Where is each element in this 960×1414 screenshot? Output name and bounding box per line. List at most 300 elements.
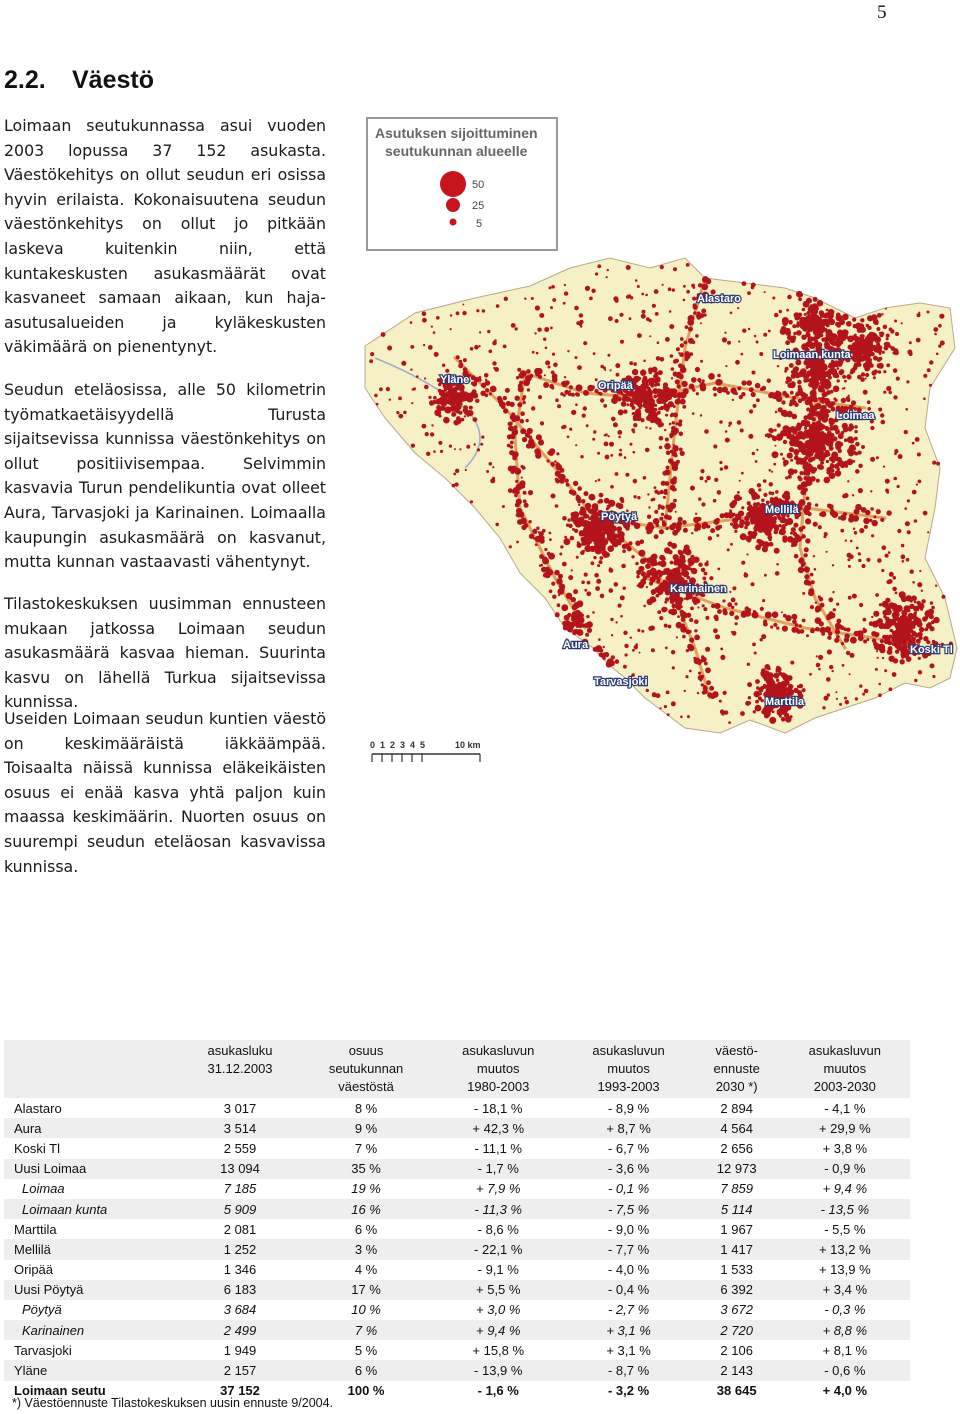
settlement-dot — [633, 495, 636, 498]
settlement-dot — [430, 432, 434, 436]
settlement-dot — [778, 672, 782, 676]
settlement-dot — [669, 324, 674, 329]
settlement-dot — [479, 345, 481, 347]
settlement-dot — [781, 717, 786, 722]
settlement-dot — [917, 620, 920, 623]
settlement-dot — [793, 367, 799, 373]
settlement-dot — [517, 368, 521, 372]
settlement-dot — [379, 387, 383, 391]
settlement-dot — [680, 343, 684, 347]
settlement-dot — [603, 541, 608, 546]
settlement-dot — [800, 392, 804, 396]
settlement-dot — [737, 307, 739, 309]
settlement-dot — [674, 611, 677, 614]
settlement-dot — [665, 481, 670, 486]
settlement-dot — [649, 401, 656, 408]
settlement-dot — [838, 370, 843, 375]
settlement-dot — [659, 574, 662, 577]
settlement-dot — [562, 621, 567, 626]
settlement-dot — [758, 488, 761, 491]
settlement-dot — [760, 508, 764, 512]
settlement-dot — [763, 333, 767, 337]
settlement-dot — [709, 686, 714, 691]
settlement-dot — [844, 380, 847, 383]
settlement-dot — [901, 646, 904, 649]
settlement-dot — [816, 334, 821, 339]
settlement-dot — [919, 627, 924, 632]
settlement-dot — [524, 503, 529, 508]
settlement-dot — [669, 310, 672, 313]
settlement-dot — [762, 599, 765, 602]
settlement-dot — [512, 453, 518, 459]
settlement-dot — [906, 558, 910, 562]
settlement-dot — [615, 472, 619, 476]
settlement-dot — [628, 541, 632, 545]
settlement-dot — [557, 404, 561, 408]
settlement-dot — [538, 395, 542, 399]
settlement-dot — [654, 289, 659, 294]
settlement-dot — [716, 534, 719, 537]
row-change-2003-2030: + 3,8 % — [822, 1140, 868, 1156]
settlement-dot — [755, 705, 762, 712]
row-forecast-2030: 2 143 — [694, 1360, 780, 1380]
row-municipality: Loimaa — [22, 1181, 65, 1197]
settlement-dot — [623, 409, 627, 413]
section-number: 2.2. — [4, 66, 46, 94]
settlement-dot — [751, 392, 756, 397]
settlement-dot — [732, 586, 736, 590]
settlement-dot — [662, 522, 667, 527]
row-change-1980-2003: - 11,3 % — [433, 1199, 563, 1219]
settlement-dot — [796, 330, 802, 336]
settlement-dot — [598, 525, 601, 528]
settlement-dot — [811, 311, 814, 314]
settlement-dot — [901, 610, 907, 616]
settlement-dot — [754, 335, 757, 338]
settlement-dot — [596, 520, 598, 522]
settlement-dot — [659, 529, 664, 534]
settlement-dot — [828, 410, 831, 413]
settlement-dot — [556, 452, 559, 455]
settlement-dot — [895, 643, 902, 650]
settlement-dot — [892, 612, 899, 619]
settlement-dot — [682, 568, 685, 571]
settlement-dot — [450, 328, 452, 330]
settlement-dot — [805, 538, 810, 543]
settlement-dot — [785, 367, 789, 371]
settlement-dot — [697, 311, 701, 315]
settlement-dot — [821, 632, 825, 636]
settlement-dot — [497, 396, 502, 401]
settlement-dot — [799, 536, 803, 540]
settlement-dot — [863, 518, 870, 525]
settlement-dot — [753, 502, 757, 506]
row-change-2003-2030: + 3,4 % — [780, 1280, 910, 1300]
settlement-dot — [666, 466, 670, 470]
settlement-dot — [767, 682, 772, 687]
settlement-dot — [811, 628, 813, 630]
settlement-dot — [646, 408, 649, 411]
settlement-dot — [831, 460, 835, 464]
settlement-dot — [680, 393, 685, 398]
settlement-dot — [923, 636, 928, 641]
settlement-dot — [864, 689, 869, 694]
settlement-dot — [475, 399, 479, 403]
settlement-dot — [811, 323, 817, 329]
settlement-dot — [808, 452, 813, 457]
settlement-dot — [630, 296, 633, 299]
settlement-dot — [638, 377, 641, 380]
settlement-dot — [796, 324, 800, 328]
settlement-dot — [923, 511, 928, 516]
settlement-dot — [557, 588, 564, 595]
settlement-dot — [764, 291, 766, 293]
settlement-dot — [822, 369, 825, 372]
settlement-dot — [818, 655, 823, 660]
settlement-dot — [815, 503, 818, 506]
settlement-dot — [878, 623, 885, 630]
settlement-dot — [526, 443, 531, 448]
row-share: 9 % — [299, 1118, 433, 1138]
settlement-dot — [551, 463, 555, 467]
settlement-dot — [625, 653, 628, 656]
settlement-dot — [490, 478, 495, 483]
settlement-dot — [796, 361, 800, 365]
label-aura: Aura — [563, 639, 589, 651]
label-alastaro: Alastaro — [697, 293, 742, 305]
settlement-dot — [603, 404, 607, 408]
settlement-dot — [805, 518, 811, 524]
settlement-dot — [662, 557, 666, 561]
settlement-dot — [862, 628, 867, 633]
settlement-dot — [783, 614, 787, 618]
settlement-dot — [795, 623, 799, 627]
settlement-dot — [576, 321, 580, 325]
settlement-dot — [652, 692, 657, 697]
settlement-dot — [885, 554, 889, 558]
settlement-dot — [659, 616, 663, 620]
settlement-dot — [781, 326, 787, 332]
scale-tick-5: 5 — [420, 740, 426, 750]
settlement-dot — [688, 353, 690, 355]
settlement-dot — [516, 541, 519, 544]
settlement-dot — [424, 385, 429, 390]
scale-bar — [370, 740, 481, 762]
settlement-dot — [510, 441, 514, 445]
settlement-dot — [782, 538, 787, 543]
settlement-dot — [775, 685, 779, 689]
settlement-dot — [862, 693, 865, 696]
settlement-dot — [760, 387, 764, 391]
settlement-dot — [672, 421, 675, 424]
settlement-dot — [669, 423, 672, 426]
settlement-dot — [571, 617, 575, 621]
settlement-dot — [899, 591, 906, 598]
row-change-1980-2003: - 22,1 % — [433, 1239, 563, 1259]
settlement-dot — [807, 334, 810, 337]
settlement-dot — [886, 337, 889, 340]
settlement-dot — [832, 564, 834, 566]
settlement-dot — [861, 343, 867, 349]
settlement-dot — [741, 353, 744, 356]
settlement-dot — [689, 618, 693, 622]
settlement-dot — [710, 528, 715, 533]
settlement-dot — [832, 591, 834, 593]
settlement-dot — [716, 518, 720, 522]
settlement-dot — [587, 581, 591, 585]
settlement-dot — [676, 555, 679, 558]
settlement-dot — [751, 286, 755, 290]
settlement-dot — [705, 616, 709, 620]
settlement-dot — [684, 690, 686, 692]
settlement-dot — [744, 526, 748, 530]
settlement-dot — [892, 587, 897, 592]
settlement-dot — [854, 425, 858, 429]
settlement-dot — [531, 406, 535, 410]
settlement-dot — [788, 475, 792, 479]
settlement-dot — [771, 471, 773, 473]
settlement-dot — [822, 706, 825, 709]
settlement-dot — [551, 582, 555, 586]
settlement-dot — [936, 462, 940, 466]
settlement-dot — [809, 410, 816, 417]
settlement-dot — [571, 597, 576, 602]
settlement-dot — [852, 318, 856, 322]
settlement-dot — [470, 347, 474, 351]
settlement-dot — [569, 490, 574, 495]
settlement-dot — [523, 491, 527, 495]
settlement-dot — [835, 470, 842, 477]
row-change-2003-2030: - 4,1 % — [824, 1100, 866, 1116]
settlement-dot — [615, 659, 620, 664]
settlement-dot — [490, 386, 497, 393]
settlement-dot — [625, 527, 629, 531]
table-row — [4, 1159, 910, 1179]
settlement-dot — [766, 614, 769, 617]
settlement-dot — [775, 445, 777, 447]
row-change-1980-2003: + 5,5 % — [433, 1280, 563, 1300]
settlement-dot — [536, 527, 539, 530]
settlement-dot — [673, 405, 676, 408]
settlement-dot — [637, 629, 640, 632]
settlement-dot — [799, 624, 802, 627]
settlement-dot — [914, 612, 917, 615]
settlement-dot — [916, 483, 918, 485]
settlement-dot — [804, 313, 807, 316]
settlement-dot — [682, 635, 686, 639]
settlement-dot — [785, 716, 792, 723]
settlement-dot — [918, 670, 922, 674]
settlement-dot — [786, 435, 790, 439]
settlement-dot — [691, 532, 693, 534]
table-row — [4, 1219, 910, 1239]
settlement-dot — [805, 366, 808, 369]
settlement-dot — [680, 716, 683, 719]
header-population-2003: asukasluku 31.12.2003 — [181, 1040, 299, 1098]
settlement-dot — [560, 545, 563, 548]
settlement-dot — [835, 374, 839, 378]
settlement-dot — [763, 493, 767, 497]
settlement-dot — [683, 528, 688, 533]
population-table — [4, 1040, 910, 1401]
settlement-dot — [882, 313, 884, 315]
settlement-dot — [914, 633, 919, 638]
settlement-dot — [674, 454, 678, 458]
settlement-dot — [763, 684, 767, 688]
settlement-dot — [657, 590, 661, 594]
settlement-dot — [464, 415, 466, 417]
settlement-dot — [701, 283, 708, 290]
settlement-dot — [552, 387, 555, 390]
settlement-dot — [660, 490, 664, 494]
settlement-dot — [532, 351, 535, 354]
settlement-dot — [751, 534, 756, 539]
settlement-dot — [781, 400, 785, 404]
settlement-dot — [776, 391, 782, 397]
settlement-dot — [810, 466, 815, 471]
row-change-1993-2003: - 3,6 % — [563, 1159, 693, 1179]
settlement-dot — [664, 491, 668, 495]
settlement-dot — [666, 505, 670, 509]
settlement-dot — [565, 380, 570, 385]
settlement-dot — [838, 340, 843, 345]
settlement-dot — [612, 525, 616, 529]
settlement-dot — [456, 416, 461, 421]
settlement-dot — [839, 625, 841, 627]
settlement-dot — [616, 503, 622, 509]
settlement-dot — [520, 428, 526, 434]
settlement-dot — [671, 701, 676, 706]
settlement-dot — [672, 522, 677, 527]
settlement-dot — [552, 353, 555, 356]
row-forecast-2030: 2 894 — [720, 1100, 753, 1116]
settlement-dot — [703, 607, 707, 611]
settlement-dot — [824, 392, 828, 396]
settlement-dot — [808, 590, 814, 596]
settlement-dot — [757, 483, 761, 487]
settlement-dot — [555, 398, 559, 402]
settlement-dot — [881, 645, 886, 650]
settlement-dot — [895, 592, 898, 595]
settlement-dot — [756, 686, 760, 690]
settlement-dot — [474, 443, 476, 445]
settlement-dot — [605, 433, 608, 436]
settlement-dot — [731, 631, 733, 633]
settlement-dot — [564, 291, 568, 295]
settlement-map — [345, 108, 960, 808]
settlement-dot — [884, 346, 889, 351]
settlement-dot — [738, 340, 740, 342]
settlement-dot — [818, 387, 822, 391]
row-population: 6 183 — [181, 1280, 299, 1300]
page-number: 5 — [877, 2, 887, 23]
settlement-dot — [677, 615, 680, 618]
settlement-dot — [673, 413, 678, 418]
settlement-dot — [637, 404, 640, 407]
settlement-dot — [803, 379, 807, 383]
settlement-dot — [746, 536, 752, 542]
settlement-dot — [828, 597, 833, 602]
settlement-dot — [617, 541, 621, 545]
settlement-dot — [544, 374, 546, 376]
settlement-dot — [544, 327, 549, 332]
settlement-dot — [823, 535, 826, 538]
settlement-dot — [708, 373, 715, 380]
settlement-dot — [800, 557, 804, 561]
settlement-dot — [595, 480, 597, 482]
settlement-dot — [692, 412, 695, 415]
settlement-dot — [557, 603, 561, 607]
settlement-dot — [469, 406, 473, 410]
settlement-dot — [584, 573, 588, 577]
settlement-dot — [563, 394, 566, 397]
settlement-dot — [802, 534, 804, 536]
settlement-dot — [673, 499, 677, 503]
settlement-dot — [438, 389, 442, 393]
settlement-dot — [731, 598, 736, 603]
settlement-dot — [907, 530, 911, 534]
row-population: 2 081 — [223, 1221, 257, 1237]
settlement-dot — [886, 510, 891, 515]
settlement-dot — [831, 437, 835, 441]
settlement-dot — [696, 557, 700, 561]
settlement-dot — [540, 421, 544, 425]
settlement-dot — [687, 715, 690, 718]
settlement-dot — [846, 374, 851, 379]
settlement-dot — [833, 386, 840, 393]
settlement-dot — [788, 320, 793, 325]
settlement-dot — [918, 657, 921, 660]
paragraph-1: Loimaan seutukunnassa asui vuoden 2003 lopussa 37 152 asukasta. Väestökehitys on ollut seudun eri osissa hyvin erilaista. Kokonaisuutena seudun väestönkehitys on ollut jo pitkään laskeva kuitenkin niin, että kuntakeskusten asukasmäärät ovat kasvaneet samaan aikaan, kun haja-asutusalueiden ja kyläkeskusten väkimäärä on pienentynyt. — [4, 116, 326, 357]
settlement-dot — [539, 313, 544, 318]
settlement-dot — [462, 311, 466, 315]
settlement-dot — [610, 454, 613, 457]
legend-value-5: 5 — [476, 218, 483, 230]
settlement-dot — [884, 669, 887, 672]
settlement-dot — [539, 439, 544, 444]
settlement-dot — [704, 562, 708, 566]
settlement-dot — [741, 506, 744, 509]
settlement-dot — [860, 318, 864, 322]
settlement-dot — [845, 465, 848, 468]
settlement-dot — [756, 449, 758, 451]
settlement-dot — [873, 611, 879, 617]
settlement-dot — [643, 376, 648, 381]
settlement-dot — [664, 469, 670, 475]
row-change-1993-2003: + 3,1 % — [563, 1320, 693, 1340]
settlement-dot — [854, 437, 858, 441]
settlement-dot — [728, 721, 731, 724]
settlement-dot — [520, 512, 524, 516]
settlement-dot — [533, 537, 535, 539]
settlement-dot — [928, 609, 934, 615]
settlement-dot — [878, 364, 881, 367]
settlement-dot — [670, 414, 673, 417]
settlement-dot — [664, 443, 671, 450]
settlement-dot — [536, 352, 539, 355]
settlement-dot — [782, 317, 789, 324]
settlement-dot — [876, 509, 881, 514]
settlement-dot — [685, 325, 689, 329]
settlement-dot — [861, 564, 865, 568]
row-change-2003-2030: - 0,3 % — [824, 1302, 866, 1318]
settlement-dot — [584, 521, 588, 525]
settlement-dot — [657, 587, 660, 590]
settlement-dot — [825, 453, 829, 457]
settlement-dot — [847, 558, 850, 561]
paragraph-2: Seudun eteläosissa, alle 50 kilometrin työmatkaetäisyydellä Turusta sijaitsevissa kunnissa väestönkehitys on ollut positiivisempaa. Selvimmin kasvavia Turun pendelikuntia ovat olleet Aura, Tarvasjoki ja Karinainen. Loimaalla kaupungin asukasmäärä on kasvanut, mutta kunnan vastaavasti vähentynyt. — [4, 380, 326, 572]
settlement-dot — [705, 647, 710, 652]
